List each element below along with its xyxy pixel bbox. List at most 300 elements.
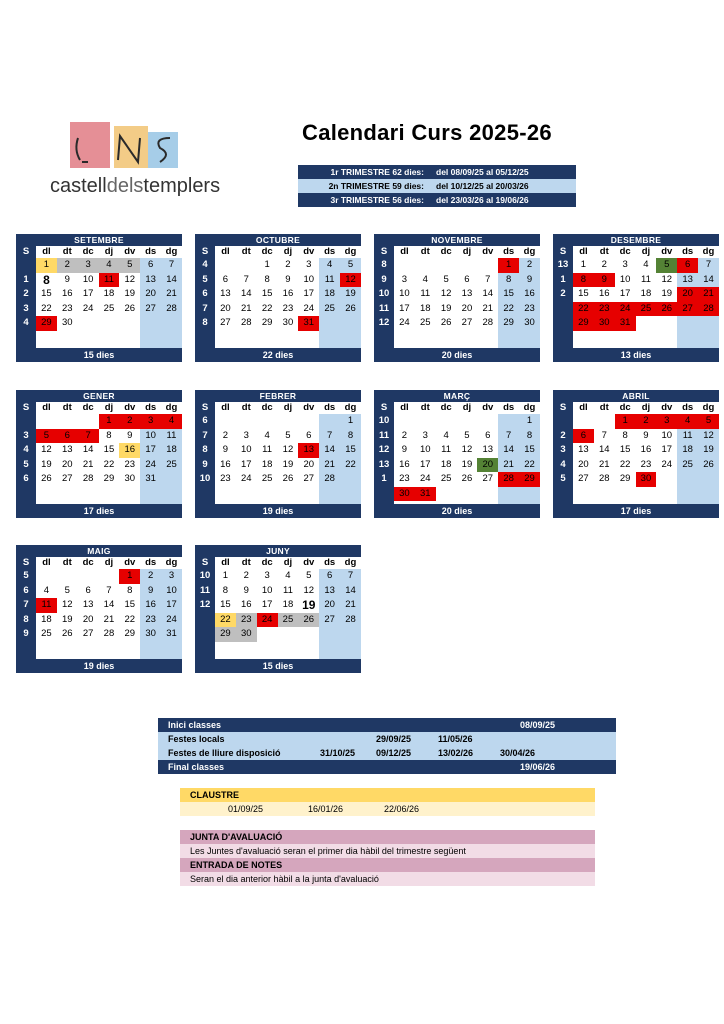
day-cell: 5 xyxy=(340,258,361,273)
month-footer: 17 dies xyxy=(16,504,182,518)
weekday-label: dv xyxy=(124,246,136,257)
day-cell: 12 xyxy=(61,599,73,610)
day-cell: 18 xyxy=(640,288,652,299)
day-cell: 14 xyxy=(103,599,115,610)
weekday-label: dl xyxy=(221,246,230,257)
day-cell: 22 xyxy=(498,302,519,317)
day-cell: 20 xyxy=(303,458,315,470)
day-cell: 23 xyxy=(220,473,231,484)
day-cell: 5 xyxy=(36,429,57,444)
day-cell: 17 xyxy=(661,444,673,455)
day-cell: 10 xyxy=(82,273,94,285)
week-number: 4 xyxy=(16,443,36,458)
junta-heading: JUNTA D'AVALUACIÓ xyxy=(180,830,595,844)
day-cell: 17 xyxy=(161,598,182,613)
weekday-label: dl xyxy=(42,246,51,257)
week-number: 7 xyxy=(195,429,215,444)
week-number: 6 xyxy=(195,414,215,429)
day-cell: 8 xyxy=(43,272,50,287)
day-cell: 6 xyxy=(306,429,312,441)
week-row xyxy=(553,258,719,273)
day-cell: 4 xyxy=(43,584,50,596)
day-cell: 4 xyxy=(319,258,340,273)
day-cell xyxy=(36,569,57,584)
day-cell: 1 xyxy=(119,569,140,584)
day-cell: 20 xyxy=(319,598,340,613)
day-cell: 5 xyxy=(306,570,312,581)
day-cell: 29 xyxy=(619,473,631,484)
day-cell: 18 xyxy=(41,613,52,625)
day-cell xyxy=(99,316,120,331)
day-cell: 25 xyxy=(636,302,657,317)
weekday-label: dl xyxy=(221,402,230,413)
day-cell: 14 xyxy=(319,443,340,458)
day-cell: 13 xyxy=(82,599,94,610)
day-cell xyxy=(698,472,719,487)
day-cell: 22 xyxy=(103,458,115,470)
day-cell: 11 xyxy=(420,288,431,299)
summary-label: Festes de lliure disposició xyxy=(168,748,281,758)
week-number: 7 xyxy=(195,302,215,317)
weekday-label: dl xyxy=(42,402,51,413)
day-cell: 8 xyxy=(519,429,540,444)
day-cell xyxy=(215,414,236,429)
day-cell: 5 xyxy=(443,273,449,285)
notes-text: Seran el dia anterior hàbil a la junta d'avaluació xyxy=(180,872,595,886)
day-cell xyxy=(340,627,361,642)
day-cell: 29 xyxy=(519,472,540,487)
day-cell: 18 xyxy=(677,443,698,458)
weekday-header xyxy=(16,246,182,258)
day-cell xyxy=(477,487,498,502)
day-cell: 8 xyxy=(127,584,133,596)
day-cell: 2 xyxy=(636,414,657,429)
summary-label: Festes locals xyxy=(168,734,225,744)
day-cell: 10 xyxy=(161,584,182,599)
day-cell: 22 xyxy=(340,458,361,473)
day-cell xyxy=(457,414,478,429)
day-cell: 5 xyxy=(656,258,677,273)
day-cell xyxy=(78,316,99,331)
day-cell: 13 xyxy=(298,443,319,458)
week-row xyxy=(195,598,361,613)
day-cell: 6 xyxy=(85,584,91,596)
month-footer: 15 dies xyxy=(16,348,182,362)
day-cell: 15 xyxy=(103,444,115,455)
weekday-label: dc xyxy=(82,246,94,257)
day-cell: 21 xyxy=(498,458,519,473)
month-body xyxy=(195,258,361,348)
day-cell: 29 xyxy=(103,473,115,484)
day-cell: 15 xyxy=(220,599,231,610)
day-cell: 23 xyxy=(124,458,136,470)
day-cell: 1 xyxy=(264,259,270,270)
day-cell: 26 xyxy=(41,473,52,484)
day-cell: 11 xyxy=(161,429,182,444)
week-number: 3 xyxy=(553,443,573,458)
day-cell: 9 xyxy=(127,429,133,441)
trimester-label: 3r TRIMESTRE 56 dies: xyxy=(330,195,424,205)
day-cell: 26 xyxy=(340,302,361,317)
day-cell: 10 xyxy=(140,429,161,444)
day-cell: 28 xyxy=(698,302,719,317)
day-cell: 18 xyxy=(282,599,294,610)
day-cell xyxy=(677,316,698,331)
month-body xyxy=(16,258,182,348)
weekday-label: dc xyxy=(440,402,452,413)
week-row xyxy=(374,316,540,331)
month-title: FEBRER xyxy=(195,390,361,402)
weekday-header xyxy=(553,402,719,414)
day-cell: 18 xyxy=(103,288,115,299)
day-cell: 24 xyxy=(140,458,161,473)
day-cell: 3 xyxy=(656,414,677,429)
week-row xyxy=(16,287,182,302)
weekday-label: ds xyxy=(145,246,157,257)
day-cell: 20 xyxy=(578,458,589,470)
week-row xyxy=(374,429,540,444)
day-cell: 3 xyxy=(78,258,99,273)
week-number: 9 xyxy=(16,627,36,642)
weekday-label: S xyxy=(195,402,215,414)
day-cell xyxy=(57,569,78,584)
weekday-label: dt xyxy=(599,246,609,257)
day-cell xyxy=(477,414,498,429)
weekday-label: dt xyxy=(241,557,251,568)
week-number: 5 xyxy=(16,458,36,473)
summary-row-lliure xyxy=(158,746,616,760)
day-cell: 12 xyxy=(282,444,294,455)
day-cell: 12 xyxy=(661,273,673,285)
day-cell xyxy=(257,627,278,642)
day-cell: 2 xyxy=(140,569,161,584)
day-cell: 19 xyxy=(661,288,673,299)
month-7 xyxy=(553,390,719,518)
week-number xyxy=(195,613,215,628)
day-cell: 31 xyxy=(161,627,182,642)
day-cell: 24 xyxy=(661,458,673,470)
day-cell: 17 xyxy=(82,288,94,299)
day-cell: 1 xyxy=(99,414,120,429)
day-cell: 7 xyxy=(161,258,182,273)
day-cell: 1 xyxy=(519,414,540,429)
day-cell: 28 xyxy=(82,473,94,484)
day-cell xyxy=(298,414,319,429)
notes-heading: ENTRADA DE NOTES xyxy=(180,858,595,872)
day-cell: 6 xyxy=(464,273,470,285)
day-cell: 17 xyxy=(419,458,431,470)
week-number: 3 xyxy=(16,429,36,444)
day-cell: 16 xyxy=(140,598,161,613)
month-footer: 19 dies xyxy=(16,659,182,673)
day-cell: 23 xyxy=(140,613,161,628)
weekday-label: dt xyxy=(241,246,251,257)
month-title: MARÇ xyxy=(374,390,540,402)
weekday-header xyxy=(195,246,361,258)
weekday-label: dl xyxy=(400,402,409,413)
week-number: 7 xyxy=(16,598,36,613)
week-row xyxy=(195,302,361,317)
day-cell: 22 xyxy=(573,302,594,317)
day-cell: 15 xyxy=(261,288,273,299)
weekday-label: dg xyxy=(344,557,357,568)
day-cell: 6 xyxy=(140,258,161,273)
day-cell: 5 xyxy=(285,429,291,441)
week-number: 4 xyxy=(553,458,573,473)
weekday-label: dl xyxy=(400,246,409,257)
day-cell: 7 xyxy=(319,429,340,444)
claustre-heading: CLAUSTRE xyxy=(180,788,595,802)
day-cell: 11 xyxy=(677,429,698,444)
week-number: 11 xyxy=(195,584,215,599)
day-cell xyxy=(415,414,436,429)
junta-text: Les Juntes d'avaluació seran el primer dia hàbil del trimestre següent xyxy=(180,844,595,858)
weekday-label: dj xyxy=(104,402,114,413)
day-cell: 10 xyxy=(261,584,273,596)
weekday-label: ds xyxy=(324,402,336,413)
month-body xyxy=(374,258,540,348)
trimester-row-3 xyxy=(298,193,576,207)
day-cell: 16 xyxy=(220,458,231,470)
day-cell: 13 xyxy=(319,584,340,599)
day-cell: 24 xyxy=(82,302,94,314)
day-cell: 2 xyxy=(519,258,540,273)
day-cell: 13 xyxy=(61,444,73,455)
weekday-label: dl xyxy=(221,557,230,568)
month-title: MAIG xyxy=(16,545,182,557)
week-row xyxy=(16,569,182,584)
week-row xyxy=(195,613,361,628)
weekday-label: dt xyxy=(62,246,72,257)
weekday-label: dg xyxy=(702,402,715,413)
weekday-label: dj xyxy=(462,402,472,413)
week-row xyxy=(553,316,719,331)
summary-table xyxy=(158,718,616,774)
week-number: 8 xyxy=(16,613,36,628)
day-cell xyxy=(119,316,140,331)
day-cell: 4 xyxy=(443,429,449,441)
weekday-label: dv xyxy=(482,402,494,413)
day-cell: 30 xyxy=(282,317,294,328)
week-row xyxy=(553,287,719,302)
day-cell: 21 xyxy=(240,302,252,314)
week-row xyxy=(374,487,540,502)
day-cell: 22 xyxy=(519,458,540,473)
month-body xyxy=(553,414,719,504)
month-title: ABRIL xyxy=(553,390,719,402)
day-cell: 28 xyxy=(240,317,252,328)
weekday-label: dv xyxy=(303,246,315,257)
day-cell: 25 xyxy=(161,458,182,473)
month-body xyxy=(16,569,182,659)
day-cell xyxy=(415,258,436,273)
weekday-label: S xyxy=(374,246,394,258)
week-row xyxy=(374,458,540,473)
day-cell: 11 xyxy=(441,444,452,455)
month-body xyxy=(16,414,182,504)
summary-label: Final classes xyxy=(168,762,225,772)
day-cell xyxy=(394,258,415,273)
day-cell: 14 xyxy=(82,444,94,455)
weekday-header xyxy=(374,402,540,414)
day-cell: 24 xyxy=(161,613,182,628)
weekday-label: dc xyxy=(619,246,631,257)
day-cell: 8 xyxy=(498,273,519,288)
day-cell: 2 xyxy=(222,429,229,441)
day-cell xyxy=(677,472,698,487)
summary-date: 30/04/26 xyxy=(500,748,536,758)
day-cell: 26 xyxy=(698,458,719,473)
day-cell xyxy=(698,316,719,331)
day-cell: 1 xyxy=(222,570,229,581)
day-cell: 28 xyxy=(103,628,115,639)
day-cell xyxy=(498,487,519,502)
day-cell xyxy=(573,414,594,429)
day-cell: 11 xyxy=(36,598,57,613)
day-cell: 25 xyxy=(440,473,452,484)
week-number xyxy=(553,316,573,331)
week-number: 13 xyxy=(553,258,573,273)
summary-date: 13/02/26 xyxy=(438,748,474,758)
week-number: 11 xyxy=(374,429,394,444)
weekday-label: dl xyxy=(42,557,51,568)
weekday-label: S xyxy=(553,402,573,414)
day-cell: 12 xyxy=(41,444,52,455)
day-cell xyxy=(457,487,478,502)
weekday-label: dt xyxy=(420,402,430,413)
week-number: 9 xyxy=(195,458,215,473)
weekday-header xyxy=(16,402,182,414)
week-number xyxy=(553,302,573,317)
week-row xyxy=(195,627,361,642)
day-cell: 24 xyxy=(257,613,278,628)
day-cell: 23 xyxy=(594,302,615,317)
trimester-label: 1r TRIMESTRE 62 dies: xyxy=(330,167,424,177)
day-cell: 7 xyxy=(698,258,719,273)
day-cell: 6 xyxy=(573,429,594,444)
weekday-header xyxy=(16,557,182,569)
day-cell: 2 xyxy=(401,429,408,441)
day-cell: 27 xyxy=(461,317,473,328)
day-cell xyxy=(78,414,99,429)
day-cell: 20 xyxy=(677,287,698,302)
day-cell: 3 xyxy=(264,570,270,581)
month-5 xyxy=(195,390,361,518)
week-number: 10 xyxy=(374,414,394,429)
week-number: 1 xyxy=(374,472,394,487)
week-number: 4 xyxy=(195,258,215,273)
week-number: 13 xyxy=(374,458,394,473)
weekday-label: dg xyxy=(165,557,178,568)
day-cell: 26 xyxy=(124,302,136,314)
week-number: 6 xyxy=(16,584,36,599)
weekday-label: dg xyxy=(702,246,715,257)
day-cell: 23 xyxy=(399,473,410,484)
day-cell xyxy=(57,414,78,429)
day-cell: 4 xyxy=(643,259,649,270)
day-cell: 27 xyxy=(578,473,589,484)
month-footer: 20 dies xyxy=(374,348,540,362)
day-cell: 19 xyxy=(440,302,452,314)
week-row xyxy=(195,414,361,429)
day-cell: 3 xyxy=(401,273,408,285)
month-6 xyxy=(374,390,540,518)
week-row xyxy=(195,458,361,473)
day-cell: 27 xyxy=(82,628,94,639)
month-body xyxy=(195,569,361,659)
day-cell: 20 xyxy=(140,287,161,302)
week-row xyxy=(16,316,182,331)
week-number: 12 xyxy=(195,598,215,613)
trimester-dates: del 23/03/26 al 19/06/26 xyxy=(436,195,529,205)
weekday-label: ds xyxy=(682,402,694,413)
summary-date: 19/06/26 xyxy=(520,762,556,772)
summary-row-final xyxy=(158,760,616,774)
day-cell xyxy=(498,414,519,429)
day-cell: 7 xyxy=(340,569,361,584)
day-cell: 3 xyxy=(622,259,628,270)
day-cell: 18 xyxy=(261,458,273,470)
week-row xyxy=(553,443,719,458)
day-cell: 5 xyxy=(64,584,70,596)
week-number xyxy=(195,627,215,642)
day-cell: 20 xyxy=(61,458,73,470)
week-row xyxy=(195,429,361,444)
week-row xyxy=(16,443,182,458)
day-cell: 15 xyxy=(619,444,631,455)
day-cell: 3 xyxy=(140,414,161,429)
day-cell xyxy=(340,472,361,487)
day-cell: 13 xyxy=(578,444,589,455)
week-number: 1 xyxy=(16,273,36,288)
day-cell: 17 xyxy=(619,288,631,299)
week-number: 10 xyxy=(374,287,394,302)
day-cell: 21 xyxy=(319,458,340,473)
day-cell: 22 xyxy=(124,613,136,625)
weekday-label: dc xyxy=(261,402,273,413)
day-cell: 27 xyxy=(482,473,494,484)
day-cell: 14 xyxy=(598,444,610,455)
day-cell xyxy=(99,569,120,584)
day-cell: 7 xyxy=(485,273,491,285)
claustre-date: 16/01/26 xyxy=(308,804,344,814)
week-number: 2 xyxy=(553,287,573,302)
day-cell: 15 xyxy=(578,288,589,299)
day-cell: 21 xyxy=(103,613,115,625)
week-row xyxy=(374,287,540,302)
weekday-label: dt xyxy=(241,402,251,413)
weekday-label: dc xyxy=(619,402,631,413)
day-cell: 27 xyxy=(61,473,73,484)
week-row xyxy=(16,273,182,288)
weekday-label: dc xyxy=(261,246,273,257)
day-cell: 8 xyxy=(340,429,361,444)
day-cell xyxy=(656,316,677,331)
day-cell: 29 xyxy=(573,316,594,331)
day-cell: 25 xyxy=(419,317,431,328)
month-footer: 20 dies xyxy=(374,504,540,518)
week-row xyxy=(16,414,182,429)
week-row xyxy=(374,302,540,317)
day-cell: 20 xyxy=(461,302,473,314)
day-cell: 28 xyxy=(319,472,340,487)
day-cell: 27 xyxy=(677,302,698,317)
day-cell xyxy=(319,627,340,642)
weekday-header xyxy=(553,246,719,258)
day-cell xyxy=(394,414,415,429)
day-cell: 19 xyxy=(302,598,316,612)
day-cell: 19 xyxy=(41,458,52,470)
